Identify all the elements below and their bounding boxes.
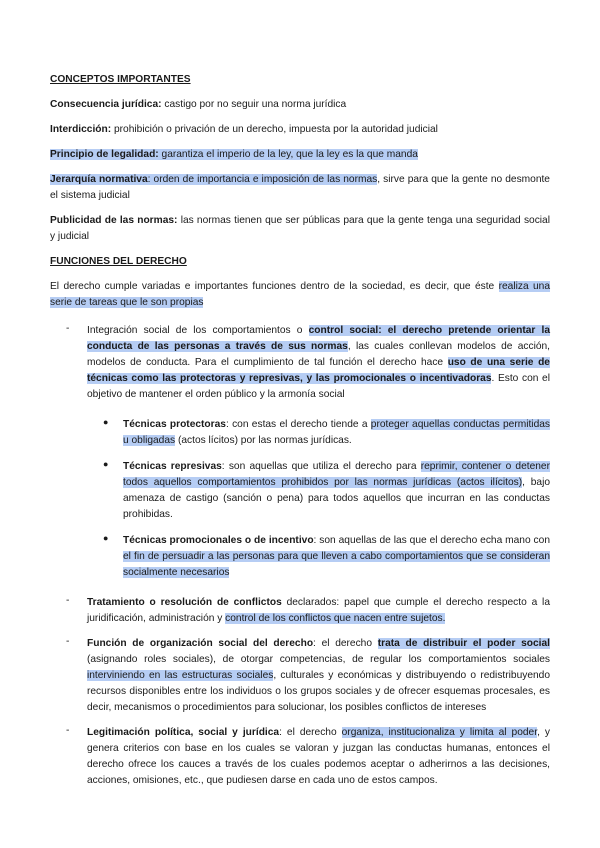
dash-marker: - bbox=[66, 595, 70, 606]
concept-consecuencia: Consecuencia jurídica: castigo por no seguir una norma jurídica bbox=[50, 99, 347, 110]
list-item-tratamiento: - Tratamiento o resolución de conflictos declarados: papel que cumple el derecho respecto a la juridificación, administración y control de los conflictos que nacen entre sujetos. bbox=[66, 595, 550, 624]
concept-term: Consecuencia jurídica bbox=[50, 99, 159, 110]
concept-term: Principio de legalidad bbox=[50, 149, 156, 160]
list-item-tecnicas-protectoras: ● Técnicas protectoras: con estas el derecho tiende a proteger aquellas conductas permitidas u obligadas (actos lícitos) por las normas jurídicas. bbox=[103, 417, 551, 446]
concept-term: Publicidad de las normas bbox=[50, 215, 175, 226]
list-item-legitimacion: - Legitimación política, social y jurídica: el derecho organiza, institucionaliza y limita al poder, y genera criterios con base en los cuales se valoran y juzgan las conductas humanas, entonces el derecho ofrece los cauces a través de los cuales podemos aceptar o adherirnos a las decisiones, acciones, omisiones, etc., que pudiesen darse en cada uno de estos campos. bbox=[66, 725, 550, 786]
bullet-marker: ● bbox=[103, 459, 109, 469]
dash-marker: - bbox=[66, 636, 70, 647]
list-item-integracion: - Integración social de los comportamientos o control social: el derecho pretende orientar la conducta de las personas a través de sus normas, las cuales conllevan modelos de acción, modelos de conducta. Para el cumplimiento de tal función el derecho hace uso de una serie de técnicas como las protectoras y represivas, y las promocionales o incentivadoras. Esto con el objetivo de mantener el orden público y la armonía social bbox=[66, 323, 551, 400]
dash-marker: - bbox=[66, 323, 70, 334]
concept-legalidad: Principio de legalidad: garantiza el imperio de la ley, que la ley es la que manda bbox=[50, 149, 418, 160]
list-item-tecnicas-promocionales: ● Técnicas promocionales o de incentivo: son aquellas de las que el derecho echa mano con el fin de persuadir a las personas para que lleven a cabo comportamientos que se consideran socialmente necesarios bbox=[103, 533, 550, 578]
concept-term: Interdicción bbox=[50, 124, 108, 135]
dash-marker: - bbox=[66, 725, 70, 736]
concept-interdiccion: Interdicción: prohibición o privación de un derecho, impuesta por la autoridad judicial bbox=[50, 124, 438, 135]
bullet-marker: ● bbox=[103, 533, 109, 543]
sublist bbox=[50, 417, 550, 581]
concept-publicidad: Publicidad de las normas: las normas tienen que ser públicas para que la gente tenga una seguridad social y judicial bbox=[50, 215, 550, 242]
list-item-organizacion: - Función de organización social del derecho: el derecho trata de distribuir el poder social (asignando roles sociales), de otorgar competencias, de regular los comportamientos sociales interviniendo en las estructuras sociales, culturales y económicas y distribuyendo o redistribuyendo recursos disponibles entre los individuos o los grupos sociales y de ofrecer esquemas procesales, es decir, mecanismos o procedimientos para solucionar, los posibles conflictos de intereses bbox=[66, 636, 550, 713]
intro-paragraph: El derecho cumple variadas e importantes funciones dentro de la sociedad, es decir, que éste realiza una serie de tareas que le son propias bbox=[50, 281, 550, 308]
concept-jerarquia: Jerarquía normativa: orden de importancia e imposición de las normas, sirve para que la gente no desmonte el sistema judicial bbox=[50, 174, 550, 201]
list-item-tecnicas-represivas: ● Técnicas represivas: son aquellas que utiliza el derecho para reprimir, contener o detener todos aquellos comportamientos prohibidos por las normas jurídicas (actos ilícitos), bajo amenaza de castigo (sanción o pena) para todos aquellos que incurran en las conductas prohibidas. bbox=[103, 459, 550, 520]
section-heading-conceptos: CONCEPTOS IMPORTANTES bbox=[50, 74, 191, 85]
section-heading-funciones: FUNCIONES DEL DERECHO bbox=[50, 256, 187, 267]
document-page bbox=[50, 72, 550, 798]
bullet-marker: ● bbox=[103, 417, 109, 427]
concept-term: Jerarquía normativa bbox=[50, 174, 148, 185]
